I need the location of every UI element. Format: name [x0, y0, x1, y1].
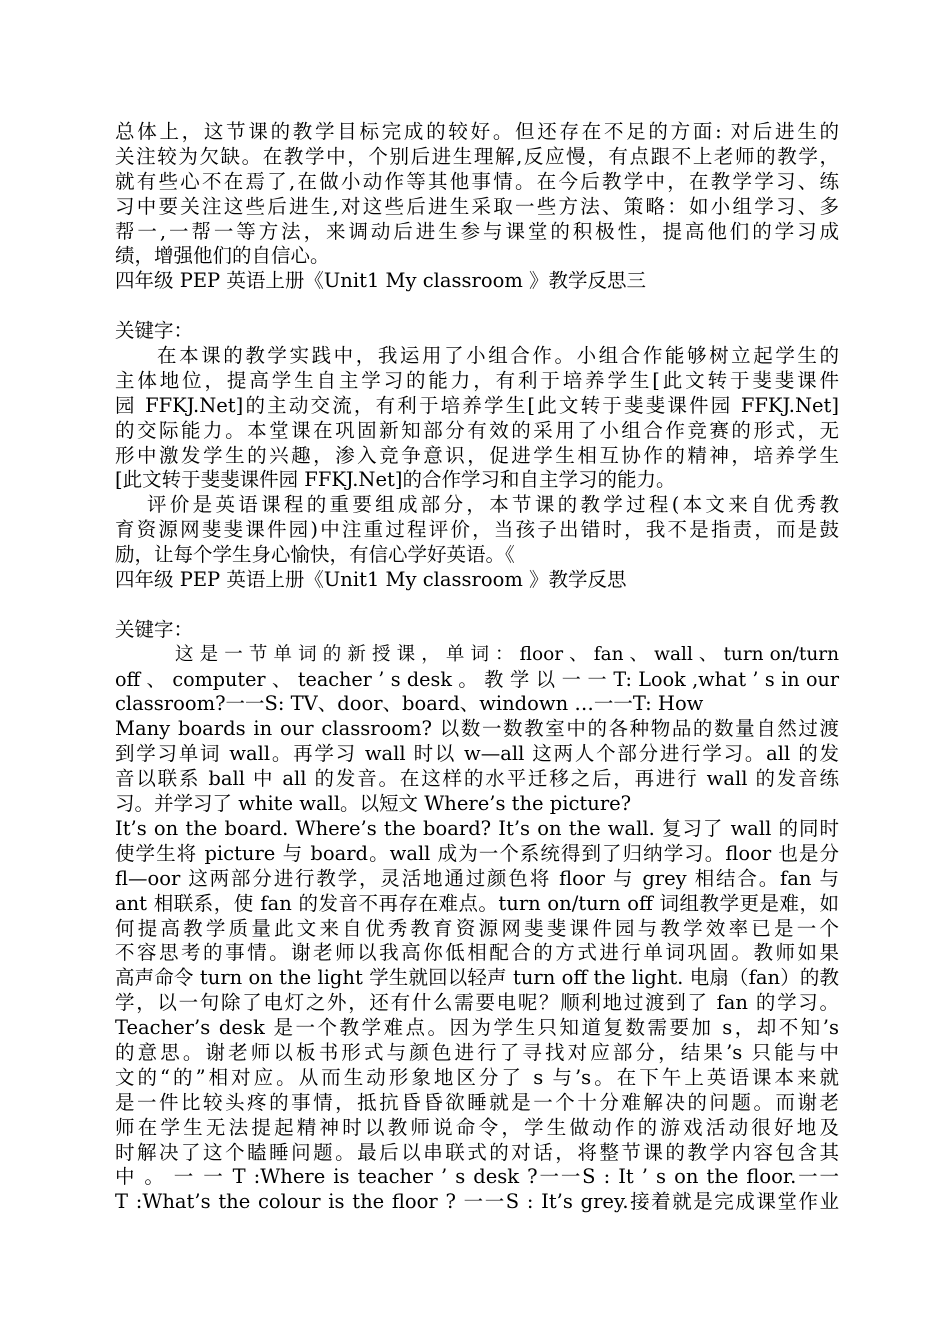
section-title: 四年级 PEP 英语上册《Unit1 My classroom 》教学反思三	[115, 269, 647, 293]
text-line: 总体上，这节课的教学目标完成的较好。但还存在不足的方面: 对后进生的	[115, 120, 839, 143]
text-line: 励，让每个学生身心愉快，有信心学好英语。《	[115, 543, 515, 567]
text-line: Many boards in our classroom? 以数一数教室中的各种物品的数量自然过渡	[115, 717, 839, 741]
text-line: 形中激发学生的兴趣，渗入竞争意识，促进学生相互协作的精神，培养学生	[115, 443, 839, 467]
text-line: 就有些心不在焉了,在做小动作等其他事情。在今后教学中，在教学学习、练	[115, 169, 839, 193]
paragraph-evaluation	[115, 493, 839, 568]
text-line: 何提高教学质量此文来自优秀教育资源网斐斐课件园与教学效率已是一个	[115, 916, 839, 940]
text-line: classroom?一一S: TV、door、board、windown …一一T: How	[115, 692, 704, 716]
text-line: 文的“的”相对应。从而生动形象地区分了 s 与’s。在下午上英语课本来就	[115, 1065, 839, 1089]
text-line: 师在学生无法提起精神时以教师说命令，学生做动作的游戏活动很好地及	[115, 1115, 839, 1139]
text-line: 的交际能力。本堂课在巩固新知部分有效的采用了小组合作竞赛的形式，无	[115, 418, 839, 442]
text-line: T :What’s the colour is the floor ? 一一S : It’s grey.接着就是完成课堂作业	[115, 1190, 839, 1214]
text-line: [此文转于斐斐课件园 FFKJ.Net]的合作学习和自主学习的能力。	[115, 468, 676, 492]
text-line: 音以联系 ball 中 all 的发音。在这样的水平迁移之后，再进行 wall 的发音练	[115, 767, 839, 791]
text-line: 关注较为欠缺。在教学中，个别后进生理解,反应慢，有点跟不上老师的教学，	[115, 144, 839, 168]
section-title: 四年级 PEP 英语上册《Unit1 My classroom 》教学反思	[115, 568, 627, 592]
document-page	[115, 120, 839, 1215]
text-line: fl—oor 这两部分进行教学，灵活地通过颜色将 floor 与 grey 相结合。fan 与	[115, 866, 839, 890]
text-line: 在本课的教学实践中，我运用了小组合作。小组合作能够树立起学生的	[157, 344, 839, 368]
paragraph-group-work	[115, 344, 839, 493]
text-line: 育资源网斐斐课件园)中注重过程评价，当孩子出错时，我不是指责，而是鼓	[115, 518, 839, 542]
text-line: ant 相联系，使 fan 的发音不再存在难点。turn on/turn off 词组教学更是难，如	[115, 891, 839, 915]
text-line: off 、 computer 、 teacher ’ s desk 。 教 学 以 一 一 T: Look ,what ’ s in our	[115, 667, 839, 691]
text-line: 中 。 一 一 T :Where is teacher ’ s desk ?一一S : It ’ s on the floor.一一	[115, 1165, 839, 1189]
text-line: 园 FFKJ.Net]的主动交流，有利于培养学生[此文转于斐斐课件园 FFKJ.Net]	[115, 393, 839, 417]
keywords-label: 关键字：	[115, 617, 194, 641]
text-line: 帮一,一帮一等方法，来调动后进生参与课堂的积极性，提高他们的学习成	[115, 219, 839, 243]
text-line: 到学习单词 wall。再学习 wall 时以 w—all 这两人个部分进行学习。all 的发	[115, 742, 839, 766]
text-line: 这 是 一 节 单 词 的 新 授 课 ， 单 词 ： floor 、 fan 、 wall 、 turn on/turn	[175, 643, 839, 665]
text-line: 习中要关注这些后进生,对这些后进生采取一些方法、策略：如小组学习、多	[115, 194, 839, 218]
blank-line	[115, 593, 839, 618]
text-line: 使学生将 picture 与 board。wall 成为一个系统得到了归纳学习。floor 也是分	[115, 841, 839, 865]
text-line: 绩，增强他们的自信心。	[115, 244, 330, 268]
text-line: 习。并学习了 white wall。以短文 Where’s the picture?	[115, 792, 632, 816]
text-line: 时解决了这个瞌睡问题。最后以串联式的对话，将整节课的教学内容包含其	[115, 1140, 839, 1164]
paragraph-summary	[115, 120, 839, 269]
text-line: 的意思。谢老师以板书形式与颜色进行了寻找对应部分，结果’s 只能与中	[115, 1040, 839, 1064]
text-line: 主体地位，提高学生自主学习的能力，有利于培养学生[此文转于斐斐课件	[115, 368, 839, 392]
text-line: 学，以一句除了电灯之外，还有什么需要电呢？顺利地过渡到了 fan 的学习。	[115, 991, 839, 1015]
text-line: 评价是英语课程的重要组成部分，本节课的教学过程(本文来自优秀教	[147, 493, 839, 517]
text-line: Teacher’s desk 是一个教学难点。因为学生只知道复数需要加 s，却不知’s	[115, 1016, 839, 1040]
text-line: It’s on the board. Where’s the board? It’s on the wall. 复习了 wall 的同时	[115, 816, 839, 840]
keywords-label: 关键字：	[115, 319, 194, 343]
paragraph-lesson-review	[115, 643, 839, 1215]
text-line: 高声命令 turn on the light 学生就回以轻声 turn off the light. 电扇（fan）的教	[115, 966, 839, 990]
text-line: 不容思考的事情。谢老师以我高你低相配合的方式进行单词巩固。教师如果	[115, 941, 839, 965]
blank-line	[115, 294, 839, 319]
text-line: 是一件比较头疼的事情，抵抗昏昏欲睡就是一个十分难解决的问题。而谢老	[115, 1090, 839, 1114]
